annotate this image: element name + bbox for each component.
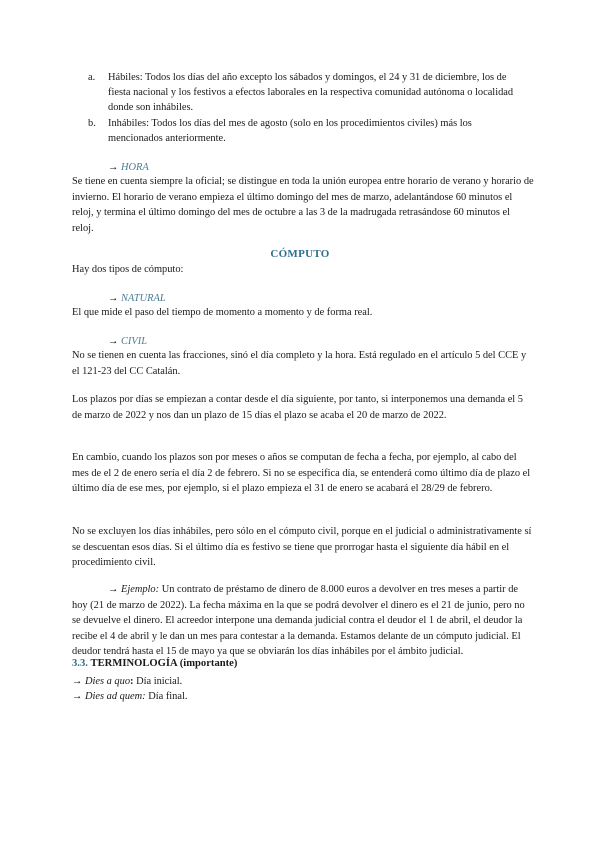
- arrow-icon: →: [72, 676, 83, 687]
- arrow-icon: →: [108, 584, 119, 595]
- term-dies-ad-quem: [72, 689, 187, 704]
- list-text: Hábiles: Todos los días del año excepto los sábados y domingos, el 24 y 31 de diciembre, los de fiesta nacional y los festivos a efectos laborales en la respectiva comunidad autónoma o localidad donde son inhábiles.: [108, 72, 514, 114]
- term-label: Dies ad quem:: [85, 691, 146, 702]
- ejemplo-paragraph: [72, 582, 534, 660]
- hora-heading: [108, 160, 149, 175]
- ejemplo-text: Un contrato de préstamo de dinero de 8.000 euros a devolver en tres meses a partir de hoy (21 de marzo de 2022). La fecha máxima en la que se podrá devolver el dinero es el 21 de junio, pero no se devuelve el dinero. El acreedor interpone una demanda judicial contra el deudor el 1 de abril, el deudor la recibe el 4 de abril y le dan un mes para contestar a la demanda. Estamos delante de un cómputo judicial. El deudor tendrá hasta el 15 de mayo ya que se obviarán los días inhábiles por el ámbito judicial.: [72, 584, 525, 658]
- section-title-terminologia: TERMINOLOGÍA (importante): [90, 658, 238, 669]
- natural-heading-label: NATURAL: [121, 293, 166, 304]
- civil-heading-label: CIVIL: [121, 336, 147, 347]
- dias-inhabiles-paragraph: No se excluyen los días inhábiles, pero sólo en el cómputo civil, porque en el judicial o administrativamente sí se descuentan esos días. Si el último día es festivo se tiene que prorrogar hasta el siguiente día hábil en el procedimiento civil.: [72, 526, 532, 569]
- term-definition: Día inicial.: [136, 676, 183, 687]
- natural-paragraph: El que mide el paso del tiempo de momento a momento y de forma real.: [72, 307, 373, 318]
- ejemplo-label: Ejemplo:: [121, 584, 160, 595]
- hora-heading-label: HORA: [121, 162, 149, 173]
- list-text: Inhábiles: Todos los días del mes de agosto (solo en los procedimientos civiles) más los mencionados anteriormente.: [108, 118, 472, 145]
- term-dies-a-quo: [72, 674, 182, 689]
- arrow-icon: →: [108, 162, 119, 173]
- civil-heading: [108, 334, 147, 349]
- term-separator: :: [130, 676, 134, 687]
- arrow-icon: →: [108, 293, 119, 304]
- natural-heading: [108, 291, 166, 306]
- arrow-icon: →: [108, 336, 119, 347]
- section-title-computo: CÓMPUTO: [270, 248, 330, 260]
- list-item-habiles: [88, 70, 528, 116]
- term-definition: Día final.: [148, 691, 188, 702]
- arrow-icon: →: [72, 691, 83, 702]
- plazos-dias-paragraph: Los plazos por días se empiezan a contar desde el día siguiente, por tanto, si interponemos una demanda el 5 de marzo de 2022 y nos dan un plazo de 15 días el plazo se acaba el 20 de marzo de 2022.: [72, 394, 523, 421]
- computo-intro: Hay dos tipos de cómputo:: [72, 264, 184, 275]
- list-item-inhabiles: [88, 116, 528, 146]
- list-marker: b.: [88, 118, 96, 129]
- section-number: 3.3.: [72, 658, 88, 669]
- civil-paragraph: No se tienen en cuenta las fracciones, sinó el día completo y la hora. Está regulado en el artículo 5 del CCE y el 121-23 del CC Catalán.: [72, 350, 527, 377]
- list-marker: a.: [88, 72, 96, 83]
- plazos-meses-paragraph: En cambio, cuando los plazos son por meses o años se computan de fecha a fecha, por ejemplo, al cabo del mes de el 2 de enero sería el día 2 de febrero. Si no se especifica día, se entenderá como último día de plazo el último día de ese mes, por ejemplo, si el plazo empieza el 31 de enero se acabará el 28/29 de febrero.: [72, 452, 531, 495]
- hora-paragraph: Se tiene en cuenta siempre la oficial; se distingue en toda la unión europea entre horario de verano y horario de invierno. El horario de verano empieza el último domingo del mes de marzo, adelantándose 60 minutos el reloj, y termina el último domingo del mes de octubre a las 3 de la madrugada retrasándose 60 minutos el reloj.: [72, 176, 534, 234]
- term-label: Dies a quo: [85, 676, 131, 687]
- terminologia-heading: [72, 658, 237, 669]
